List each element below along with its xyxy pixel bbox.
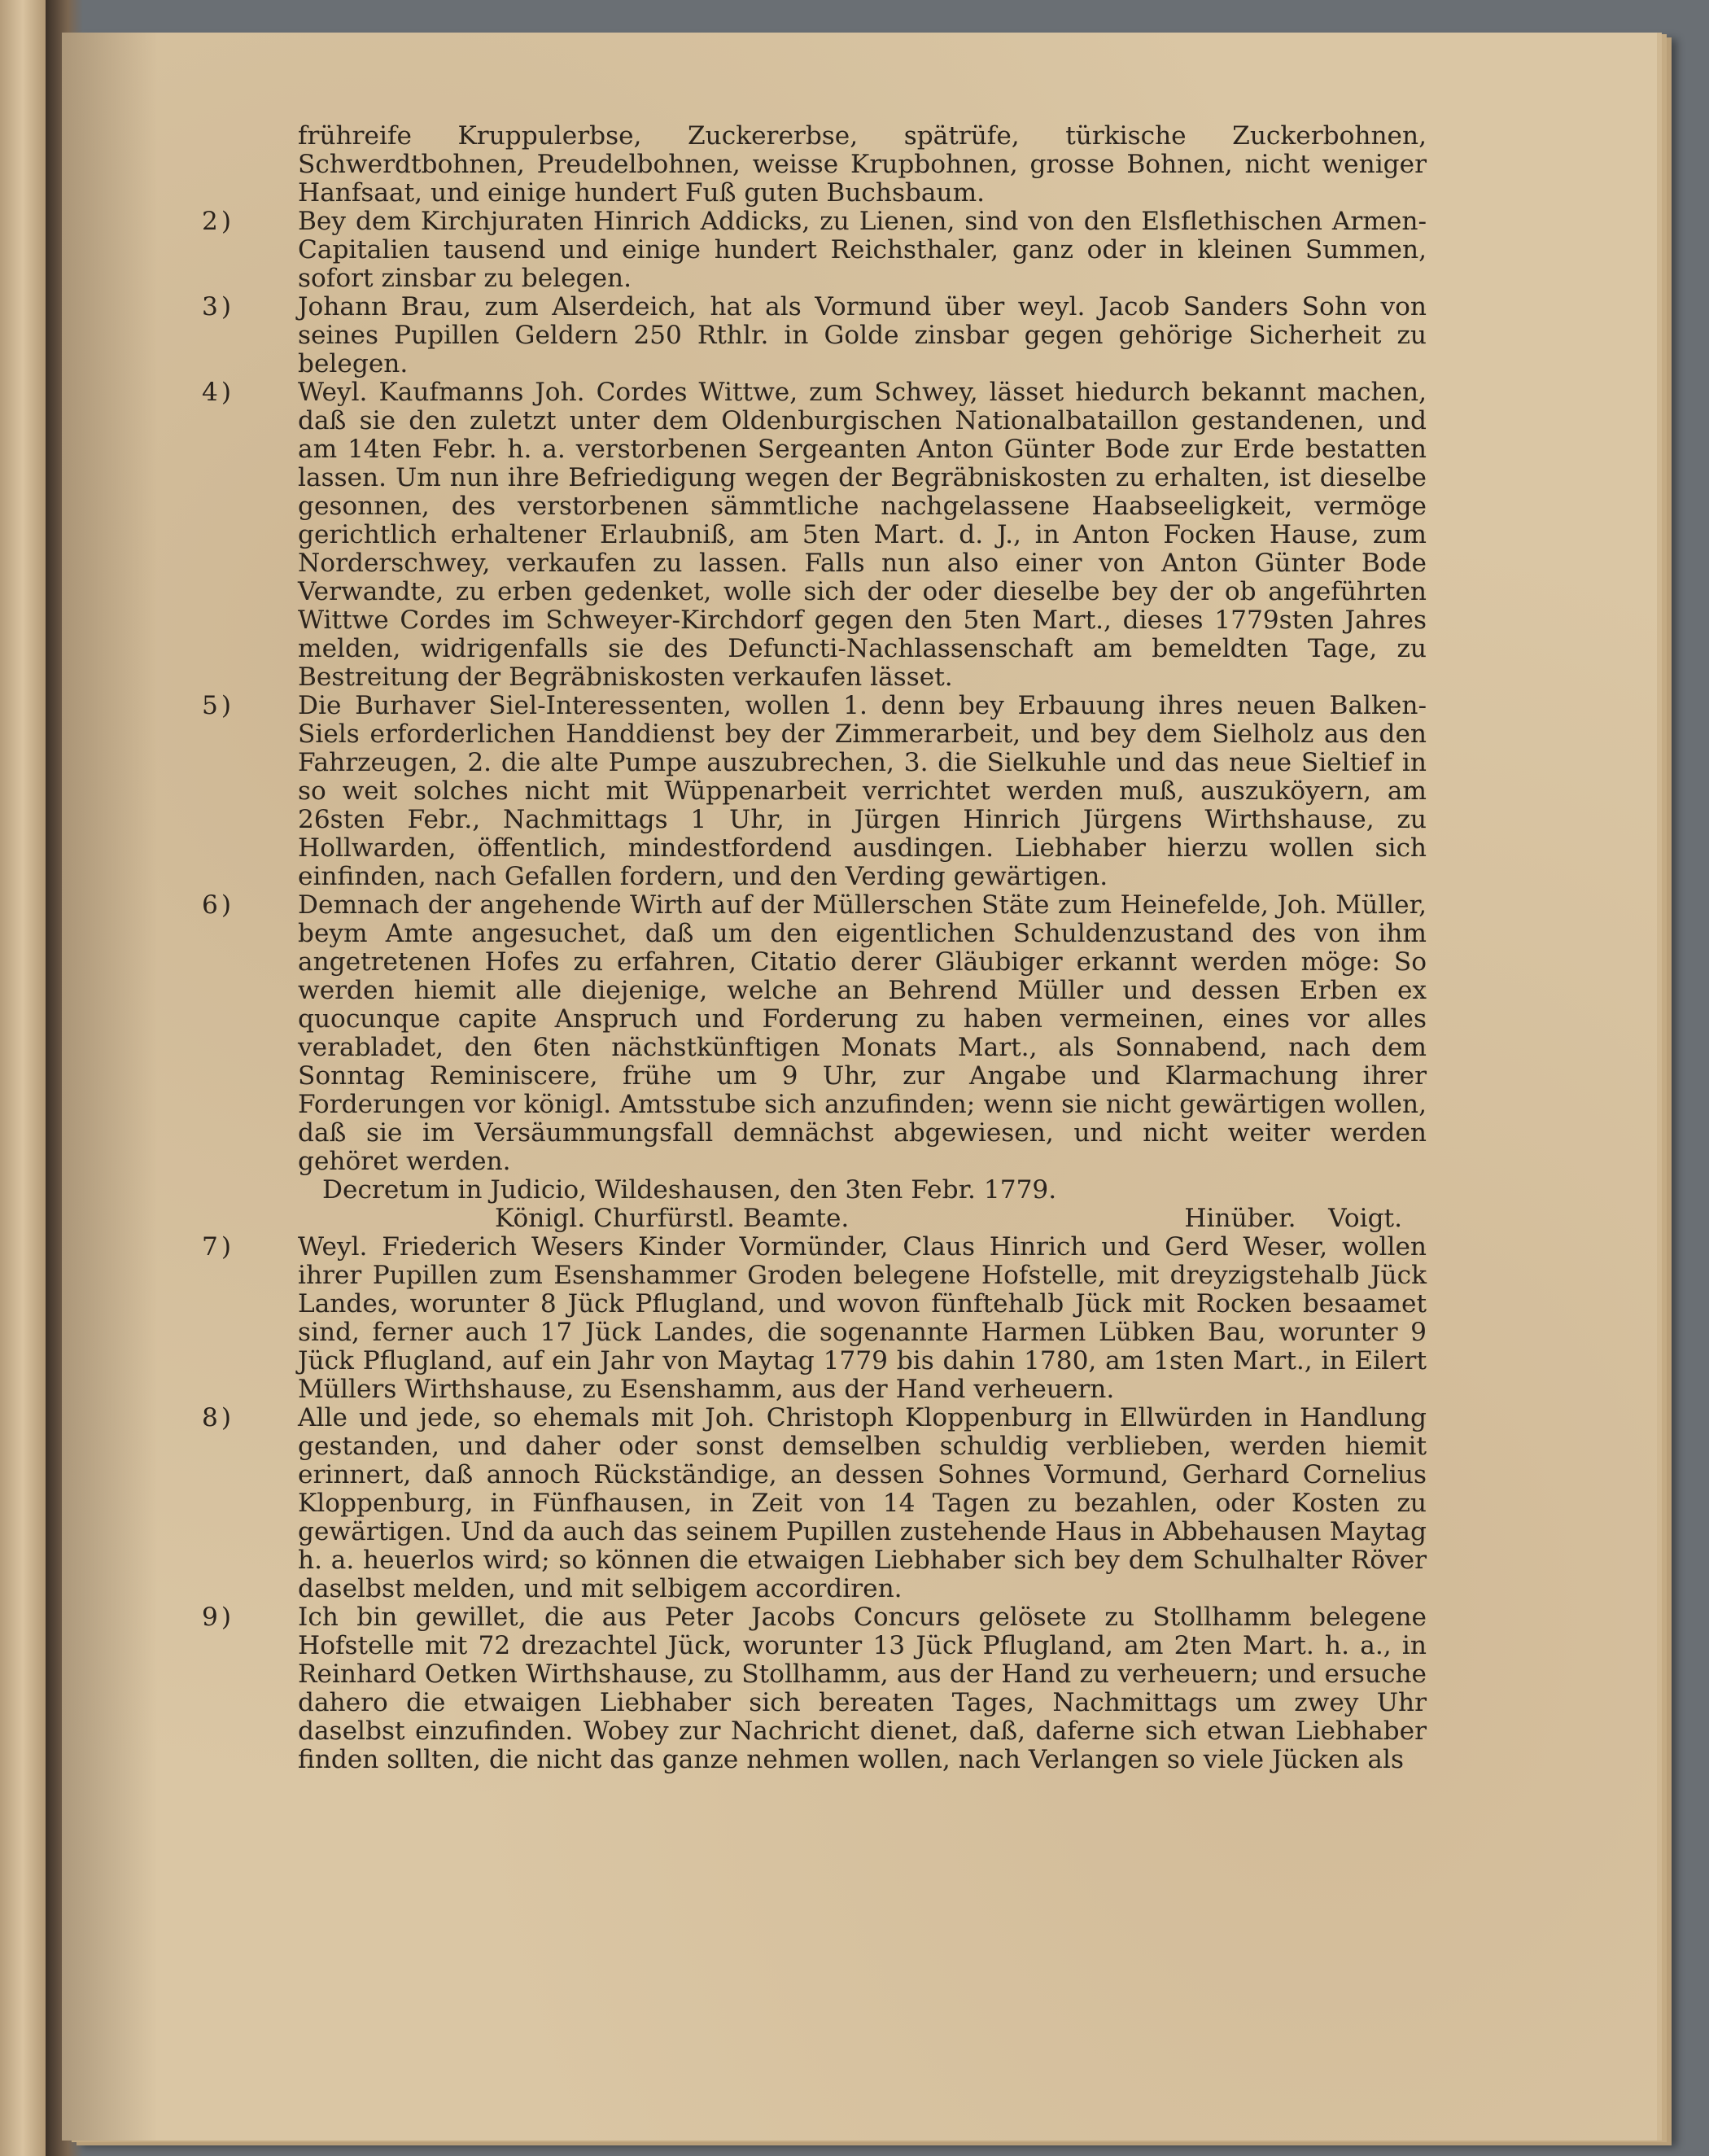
entry-number: 5) xyxy=(202,691,235,720)
entry-2 xyxy=(202,208,1427,293)
entry-7 xyxy=(202,1233,1427,1404)
decretum-line: Decretum in Judicio, Wildeshausen, den 3ten Febr. 1779. xyxy=(322,1175,1057,1205)
entry-text: Die Burhaver Siel-Interessenten, wollen 1. denn bey Erbauung ihres neuen Balken-Siels erforderlichen Handdienst bey der Zimmerarbeit, und bey dem Sielholz aus den Fahrzeugen, 2. die alte Pumpe auszubrechen, 3. die Sielkuhle und das neue Sieltief in so weit solches nicht mit Wüppenarbeit verrichtet werden muß, auszuköyern, am 26sten Febr., Nachmittags 1 Uhr, in Jürgen Hinrich Jürgens Wirthshause, zu Hollwarden, öffentlich, mindestfordend ausdingen. Liebhaber hierzu wollen sich einfinden, nach Gefallen fordern, und den Verding gewärtigen. xyxy=(298,691,1427,891)
entry-text: Alle und jede, so ehemals mit Joh. Christoph Kloppenburg in Ellwürden in Handlung gestanden, und daher oder sonst demselben schuldig verblieben, werden hiemit erinnert, daß annoch Rückständige, an dessen Sohnes Vormund, Gerhard Cornelius Kloppenburg, in Fünfhausen, in Zeit von 14 Tagen zu bezahlen, oder Kosten zu gewärtigen. Und da auch das seinem Pupillen zustehende Haus in Abbehausen Maytag h. a. heuerlos wird; so können die etwaigen Liebhaber sich bey dem Schulhalter Röver daselbst melden, und mit selbigem accordiren. xyxy=(298,1403,1427,1603)
entry-text: Ich bin gewillet, die aus Peter Jacobs Concurs gelösete zu Stollhamm belegene Hofstelle mit 72 drezachtel Jück, worunter 13 Jück Pflugland, am 2ten Mart. h. a., in Reinhard Oetken Wirthshause, zu Stollhamm, aus der Hand zu verheuern; und ersuche dahero die etwaigen Liebhaber sich bereaten Tages, Nachmittags um zwey Uhr daselbst einzufinden. Wobey zur Nachricht dienet, daß, daferne sich etwan Liebhaber finden sollten, die nicht das ganze nehmen wollen, nach Verlangen so viele Jücken als xyxy=(298,1603,1427,1774)
signer-office: Königl. Churfürstl. Beamte. xyxy=(495,1204,850,1233)
entry-number: 9) xyxy=(202,1603,235,1632)
entry-number: 6) xyxy=(202,890,235,920)
entry-3 xyxy=(202,293,1427,378)
entry-number: 3) xyxy=(202,292,235,321)
entry-number: 7) xyxy=(202,1232,235,1262)
entry-number: 2) xyxy=(202,207,235,236)
entry-number: 8) xyxy=(202,1403,235,1432)
page-text xyxy=(202,122,1427,1774)
signer-name-voigt: Voigt. xyxy=(1328,1204,1402,1233)
entry-9 xyxy=(202,1603,1427,1774)
entry-text: Weyl. Kaufmanns Joh. Cordes Wittwe, zum Schwey, lässet hiedurch bekannt machen, daß sie den zuletzt unter dem Oldenburgischen Nationalbataillon gestandenen, und am 14ten Febr. h. a. verstorbenen Sergeanten Anton Günter Bode zur Erde bestatten lassen. Um nun ihre Befriedigung wegen der Begräbniskosten zu erhalten, ist dieselbe gesonnen, des verstorbenen sämmtliche nachgelassene Haabseeligkeit, vermöge gerichtlich erhaltener Erlaubniß, am 5ten Mart. d. J., in Anton Focken Hause, zum Norderschwey, verkaufen zu lassen. Falls nun also einer von Anton Günter Bode Verwandte, zu erben gedenket, wolle sich der oder dieselbe bey der ob angeführten Wittwe Cordes im Schweyer-Kirchdorf gegen den 5ten Mart., dieses 1779sten Jahres melden, widrigenfalls sie des Defuncti-Nachlassenschaft am bemeldten Tage, zu Bestreitung der Begräbniskosten verkaufen lässet. xyxy=(298,378,1427,692)
continuation-paragraph xyxy=(202,122,1427,208)
entry-number: 4) xyxy=(202,378,235,407)
left-page-edge xyxy=(0,0,50,2156)
continuation-text: frühreife Kruppulerbse, Zuckererbse, spätrüfe, türkische Zuckerbohnen, Schwerdtbohnen, Preudelbohnen, weisse Krupbohnen, grosse Bohnen, nicht weniger Hanfsaat, und einige hundert Fuß guten Buchsbaum. xyxy=(298,121,1427,208)
entry-6 xyxy=(202,891,1427,1176)
entry-8 xyxy=(202,1404,1427,1603)
signer-names xyxy=(1184,1205,1402,1233)
entry-4 xyxy=(202,378,1427,692)
entry-text: Weyl. Friederich Wesers Kinder Vormünder, Claus Hinrich und Gerd Weser, wollen ihrer Pupillen zum Esenshammer Groden belegene Hofstelle, mit dreyzigstehalb Jück Landes, worunter 8 Jück Pflugland, und wovon fünftehalb Jück mit Rocken besaamet sind, ferner auch 17 Jück Landes, die sogenannte Harmen Lübken Bau, worunter 9 Jück Pflugland, auf ein Jahr von Maytag 1779 bis dahin 1780, am 1sten Mart., in Eilert Müllers Wirthshause, zu Esenshamm, aus der Hand verheuern. xyxy=(298,1232,1427,1404)
entry-text: Johann Brau, zum Alserdeich, hat als Vormund über weyl. Jacob Sanders Sohn von seines Pupillen Geldern 250 Rthlr. in Golde zinsbar gegen gehörige Sicherheit zu belegen. xyxy=(298,292,1427,378)
signature-line xyxy=(202,1205,1427,1233)
entry-5 xyxy=(202,692,1427,891)
entry-text: Bey dem Kirchjuraten Hinrich Addicks, zu Lienen, sind von den Elsflethischen Armen-Capitalien tausend und einige hundert Reichsthaler, ganz oder in kleinen Summen, sofort zinsbar zu belegen. xyxy=(298,207,1427,293)
entry-text: Demnach der angehende Wirth auf der Müllerschen Stäte zum Heinefelde, Joh. Müller, beym Amte angesuchet, daß um den eigentlichen Schuldenzustand des von ihm angetretenen Hofes zu erfahren, Citatio derer Gläubiger erkannt werden möge: So werden hiemit alle diejenige, welche an Behrend Müller und dessen Erben ex quocunque capite Anspruch und Forderung zu haben vermeinen, eines vor alles verabladet, den 6ten nächstkünftigen Monats Mart., als Sonnabend, nach dem Sonntag Reminiscere, frühe um 9 Uhr, zur Angabe und Klarmachung ihrer Forderungen vor königl. Amtsstube sich anzufinden; wenn sie nicht gewärtigen wollen, daß sie im Versäummungsfall demnächst abgewiesen, und nicht weiter werden gehöret werden. xyxy=(298,890,1427,1176)
signer-name-hinueber: Hinüber. xyxy=(1184,1204,1296,1233)
